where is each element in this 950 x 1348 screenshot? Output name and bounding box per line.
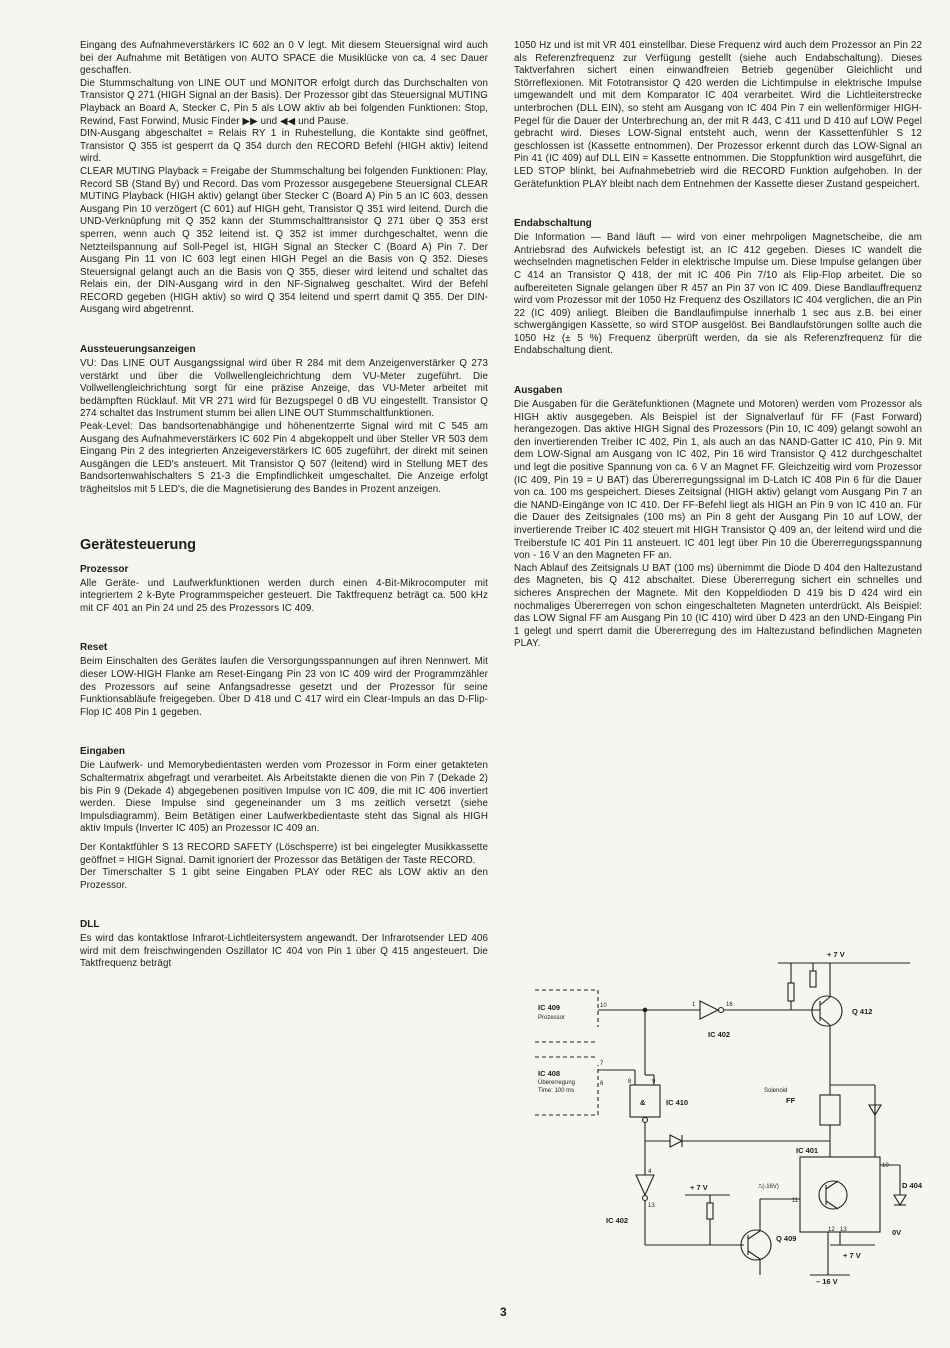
q412-collector xyxy=(820,1017,830,1025)
label-pin-16: 16 xyxy=(726,1002,733,1008)
label-pin-6: 6 xyxy=(600,1081,604,1087)
ausgaben-paragraph-1: Die Ausgaben für die Gerätefunktionen (Magnete und Motoren) werden vom Prozessor als HIGH aktiv ausgegeben. Als Beispiel ist der Signalverlauf für FF (Fast Forward) herangezogen. Das aktive HIGH Signal des Prozessors (Pin 10, IC 409) gelangt sowohl an den invertierenden Treiber IC 402, Pin 1, als auch an das NAND-Gatter IC 410, Pin 9. Mit dem LOW-Signal am Ausgang von IC 402, Pin 16 wird Transistor Q 412 durchgeschaltet und legt die positive Spannung von ca. 6 V an Magnet FF. Gleichzeitig wird vom Prozessor (IC 409, Pin 19 = U BAT) das Übererregungssignal im D-Latch IC 408 Pin 6 für die Dauer von ca. 100 ms gespeichert. Dieses Zeitsignal (HIGH aktiv) gelangt vom Ausgang Pin 7 an die NAND-Eingänge von IC 410. Der FF-Befehl liegt als HIGH an Pin 9 von IC 410 an. Für die Dauer des Zeitsignales (100 ms) an Pin 8 geht der Ausgang Pin 10 auf LOW, der invertierende Treiber IC 402 steuert mit HIGH Transistor Q 409 an, der leitend wird und die Treiberstufe IC 401 Pin 11 ansteuert. IC 401 legt über Pin 10 die Übererregungsspannung von - 16 V an den Magneten FF an. xyxy=(514,399,922,562)
dll-heading: DLL xyxy=(80,919,100,931)
label-pin-8: 8 xyxy=(628,1079,632,1085)
gate-symbol: & xyxy=(640,1098,646,1107)
diode-d404 xyxy=(894,1195,906,1205)
label-plus7v-top: + 7 V xyxy=(827,950,845,959)
reset-paragraph: Beim Einschalten des Gerätes laufen die Versorgungsspannungen auf ihren Nennwert. Mit dieser LOW-HIGH Flanke am Reset-Eingang Pin 23 von IC 409 wird der Programmzähler des Prozessors auf seine Anfangsadresse gesetzt und der Prozessor für seine Funktionsabläufe freigegeben. Über D 418 und C 417 wird ein Clear-Impuls an das D-Flip-Flop IC 408 Pin 1 gegeben. xyxy=(80,656,488,718)
junction xyxy=(643,1008,647,1012)
label-minus16v: – 16 V xyxy=(816,1277,838,1286)
eingaben-paragraph-2: Der Kontaktfühler S 13 RECORD SAFETY (Löschsperre) ist bei eingelegter Musikkassette geöffnet = HIGH Signal. Damit ignoriert der Prozessor das Betätigen der Taste RECORD. xyxy=(80,841,488,866)
wire xyxy=(748,1231,760,1239)
label-pin-10: 10 xyxy=(600,1003,607,1009)
eingaben-paragraph-3: Der Timerschalter S 1 gibt seine Eingaben PLAY oder REC als LOW aktiv an den Prozessor. xyxy=(80,867,488,891)
gate-output-bubble xyxy=(643,1118,648,1123)
label-q412: Q 412 xyxy=(852,1007,873,1016)
ic402-lower-triangle xyxy=(636,1175,654,1195)
resistor-r2 xyxy=(810,971,816,987)
label-ic408: IC 408 xyxy=(538,1069,561,1078)
label-pin-4: 4 xyxy=(648,1169,652,1175)
label-prozessor: Prozessor xyxy=(538,1015,566,1021)
aussteuerung-heading: Aussteuerungsanzeigen xyxy=(80,344,196,356)
label-pulse-16v: ⎍(-16V) xyxy=(758,1184,779,1190)
label-time: Time: 100 ms xyxy=(538,1088,575,1094)
right-column xyxy=(514,40,922,651)
endabschaltung-paragraph: Die Information — Band läuft — wird von einer mehrpoligen Magnetscheibe, die am Antriebsrad des Aufwickels befestigt ist, an IC 412 gegeben. Dieses IC wandelt die wechselnden magnetischen Felder in elektrische Impulse um. Diese Impulse gelangen über C 414 an Transistor Q 418, der mit IC 406 Pin 7/10 als Flip-Flop arbeitet. Die so aufbereiteten Signale gelangen über R 457 an Pin 37 von IC 409. Diese Bandlauffrequenz wird vom Prozessor mit der 1050 Hz Frequenz des Oszillators IC 404 verglichen, die an Pin 22 (IC 409) anliegt. Bleiben die Bandlaufimpulse innerhalb 1 sec aus z.B. bei einer schwergängigen Kassette, so wird STOP ausgelöst. Bei Bandlaufstörungen sollte auch die 1050 Hz (± 5 %) Frequenz überprüft werden, da sie als Referenzfrequenz für die Endabschaltung dient. xyxy=(514,232,922,357)
intro-paragraph-3: DIN-Ausgang abgeschaltet = Relais RY 1 in Ruhestellung, die Kontakte sind geöffnet, Transistor Q 355 ist gesperrt da Q 354 durch den RECORD Befehl (HIGH aktiv) leitend wird. xyxy=(80,128,488,165)
reset-heading: Reset xyxy=(80,642,108,654)
label-pin-11: 11 xyxy=(792,1198,799,1204)
solenoid-ff xyxy=(820,1095,840,1125)
label-d404: D 404 xyxy=(902,1181,923,1190)
endabschaltung-heading: Endabschaltung xyxy=(514,218,592,230)
label-plus7v-bottom: + 7 V xyxy=(843,1251,861,1260)
label-pin-9: 9 xyxy=(652,1079,656,1085)
aussteuerung-paragraph-1: VU: Das LINE OUT Ausgangssignal wird über R 284 mit dem Anzeigenverstärker Q 273 verstärkt und über die Vollwellengleichrichtung dem VU-Meter zugeführt. Die Vollwellengleichrichtung sorgt für eine präzise Anzeige, das VU-Meter arbeitet mit bedämpften Rücklauf. Mit VR 271 wird für Bezugspegel 0 dB VU eingestellt. Transistor Q 274 schaltet das Instrument stumm bei allen LINE OUT Stummschaltfunktionen. xyxy=(80,358,488,420)
label-ic409: IC 409 xyxy=(538,1003,561,1012)
label-pin-7: 7 xyxy=(600,1061,604,1067)
eingaben-paragraph-1: Die Laufwerk- und Memorybedientasten werden vom Prozessor in Form einer getakteten Schaltermatrix abgefragt und verarbeitet. Als Arbeitstakte dienen die von Pin 7 (Dekade 2) bis Pin 9 (Dekade 4) abgegebenen positiven Impulse von IC 409, die mit IC 406 invertiert werden. Diese Impulse sind gegeneinander um 3 ms zeitlich versetzt (siehe Impulsdiagramm). Beim Betätigen einer Laufwerkbedientaste steht das Signal als HIGH aktiv Impuls (Inverter IC 405) an Prozessor IC 409 an. xyxy=(80,760,488,835)
label-pin-1: 1 xyxy=(692,1002,696,1008)
left-column xyxy=(80,40,488,971)
dll-continued-paragraph: 1050 Hz und ist mit VR 401 einstellbar. Diese Frequenz wird auch dem Prozessor an Pin 22 als Referenzfrequenz zur Verfügung gestellt (siehe auch Endabschaltung). Dieses Taktverfahren sichert einen einwandfreien Betrieb gegenüber Gleichlicht und Störreflexionen. Mit Fototransistor Q 420 werden die Lichtimpulse in elektrische Impulse umgewandelt und mit dem Komparator IC 404 verarbeitet. Wird die Lichtleiterstrecke unterbrochen (DLL EIN), so steht am Ausgang von IC 404 Pin 7 ein wellenförmiger HIGH-Pegel für die Dauer der Unterbrechung an, der mit R 443, C 411 und D 410 auf LOW Pegel gebracht wird. Dieses LOW-Signal entsteht auch, wenn der Kassettenfühler S 12 geschlossen ist (Kassette entnommen). Der Prozessor erkennt durch das LOW-Signal an Pin 41 (IC 409) auf DLL EIN = Kassette entnommen. Die Stoppfunktion wird ausgeführt, die LED STOP blinkt, bei Aufnahmebetrieb wird die RECORD Funktion aufgehoben. In der Gerätefunktion PLAY bleibt nach dem Entnehmen der Kassette dieser Zustand gespeichert. xyxy=(514,40,922,190)
wire xyxy=(748,1251,760,1259)
prozessor-paragraph: Alle Geräte- und Laufwerkfunktionen werden durch einen 4-Bit-Mikrocomputer mit integriertem 2 k-Byte Programmspeicher gesteuert. Die Taktfrequenz beträgt ca. 500 kHz mit CF 401 an Pin 24 und 25 des Prozessors IC 409. xyxy=(80,577,488,614)
dll-paragraph: Es wird das kontaktlose Infrarot-Lichtleitersystem angewandt. Der Infrarotsender LED 406 wird mit dem freischwingenden Oszillator IC 404 von Pin 1 über Q 415 angesteuert. Die Taktfrequenz beträgt xyxy=(80,933,488,970)
label-ic401: IC 401 xyxy=(796,1146,819,1155)
circuit-schematic xyxy=(530,945,923,1300)
ic401-transistor xyxy=(819,1181,847,1209)
prozessor-heading: Prozessor xyxy=(80,563,129,575)
resistor-r3 xyxy=(707,1203,713,1219)
q412-transistor xyxy=(812,996,842,1026)
label-ic402-top: IC 402 xyxy=(708,1030,731,1039)
intro-paragraph-2: Die Stummschaltung von LINE OUT und MONITOR erfolgt durch das Durchschalten von Transistor Q 271 (HIGH Signal an der Basis). Der Prozessor gibt das Steuersignal MUTING Playback an Board A, Stecker C, Pin 5 als LOW aktiv ab bei folgenden Funktionen: Stop, Rewind, Fast Forwind, Music Finder ▶▶ und ◀◀ und Pause. xyxy=(80,77,488,127)
label-pin-13b: 13 xyxy=(840,1227,847,1233)
q412-emitter xyxy=(820,997,830,1005)
label-pin-12: 12 xyxy=(828,1227,835,1233)
label-0v: 0V xyxy=(892,1228,902,1237)
label-ic402-bottom: IC 402 xyxy=(606,1216,629,1225)
resistor-r1 xyxy=(788,983,794,1001)
label-pin-10b: 10 xyxy=(882,1163,889,1169)
label-solenoid: Solenoid xyxy=(764,1088,788,1094)
diode-d423 xyxy=(670,1135,682,1147)
ic402-driver-triangle xyxy=(700,1001,718,1019)
label-q409: Q 409 xyxy=(776,1234,797,1243)
ic401-box xyxy=(800,1157,880,1232)
label-plus7v-mid: + 7 V xyxy=(690,1183,708,1192)
ausgaben-paragraph-2: Nach Ablauf des Zeitsignals U BAT (100 ms) übernimmt die Diode D 404 den Haltezustand des Magneten, bis Q 412 abschaltet. Diese Übererregung sichert ein schnelles und sicheres Ansprechen der Magnete. Mit den Koppeldioden D 419 bis D 424 wird ein nochmaliges Übererregen von schon eingeschalteten Magneten unterdrückt. Als Beispiel: das LOW Signal FF am Ausgang Pin 10 (IC 410) wird über D 423 an den UND-Eingang Pin 1 gelegt und sperrt damit die Übererregung des im Haltezustand befindlichen Magneten PLAY. xyxy=(514,562,922,650)
eingaben-heading: Eingaben xyxy=(80,746,126,758)
label-ic410: IC 410 xyxy=(666,1098,689,1107)
intro-paragraph-4: CLEAR MUTING Playback = Freigabe der Stummschaltung bei folgenden Funktionen: Play, Record SB (Stand By) und Record. Das vom Prozessor ausgegebene Steuersignal CLEAR MUTING Playback (HIGH aktiv) gelangt über Stecker C (Board A) Pin 5 an IC 603, dessen Ausgang Pin 10 verzögert (C 601) auf HIGH geht, Transistor Q 351 wird leitend. Durch die UND-Verknüpfung mit Q 352 kann der Stummschalttransistor Q 271 über Q 353 erst sperren, wenn auch Q 352 leitend ist. Q 352 ist immer durchgeschaltet, wenn die Netzteilspannung auf Soll-Pegel ist, HIGH Signal an Stecker C (Board A) Pin 7. Der Ausgang Pin 11 von IC 603 legt einen HIGH Pegel an die Basis von Q 352. Dieses Steuersignal gelangt auch an die Basis von Q 355, dieser wird leitend und schaltet das Relais ein, der DIN-Ausgang wird in den NF-Signalweg geschaltet. Wird der Befehl RECORD gegeben (HIGH aktiv) so wird Q 354 leitend und sperrt damit Q 355. Der DIN-Ausgang wird abgetrennt. xyxy=(80,165,488,316)
q409-transistor xyxy=(741,1230,771,1260)
intro-paragraph-1: Eingang des Aufnahmeverstärkers IC 602 an 0 V legt. Mit diesem Steuersignal wird auch bei der Aufnahme mit Betätigen von AUTO SPACE die Musiklücke von ca. 4 sec Dauer geschaffen. xyxy=(80,40,488,77)
section-title: Gerätesteuerung xyxy=(80,536,197,553)
ic402-output-bubble xyxy=(719,1008,724,1013)
aussteuerung-paragraph-2: Peak-Level: Das bandsortenabhängige und höhenentzerrte Signal wird mit C 545 am Ausgang des Aufnahmeverstärkers IC 602 Pin 4 abgekoppelt und über Steller VR 503 dem Eingang Pin 2 des integrierten Anzeigeverstärkers IC 605 zugeführt, der direkt mit seinen Ausgängen die LED's ansteuert. Mit Transistor Q 507 (leitend) wird in Stellung MET des Bandsortenwahlschalters S 21-3 die Empfindlichkeit umgeschaltet. Die Anzeige erfolgt trägheitslos mit 5 LED's, die die Magnetisierung des Bandes in Prozent anzeigen. xyxy=(80,421,488,495)
ausgaben-heading: Ausgaben xyxy=(514,385,563,397)
page-number: 3 xyxy=(500,1305,507,1319)
label-uebererregung: Übererregung xyxy=(538,1080,576,1086)
label-ff: FF xyxy=(786,1096,796,1105)
label-pin-13: 13 xyxy=(648,1203,655,1209)
